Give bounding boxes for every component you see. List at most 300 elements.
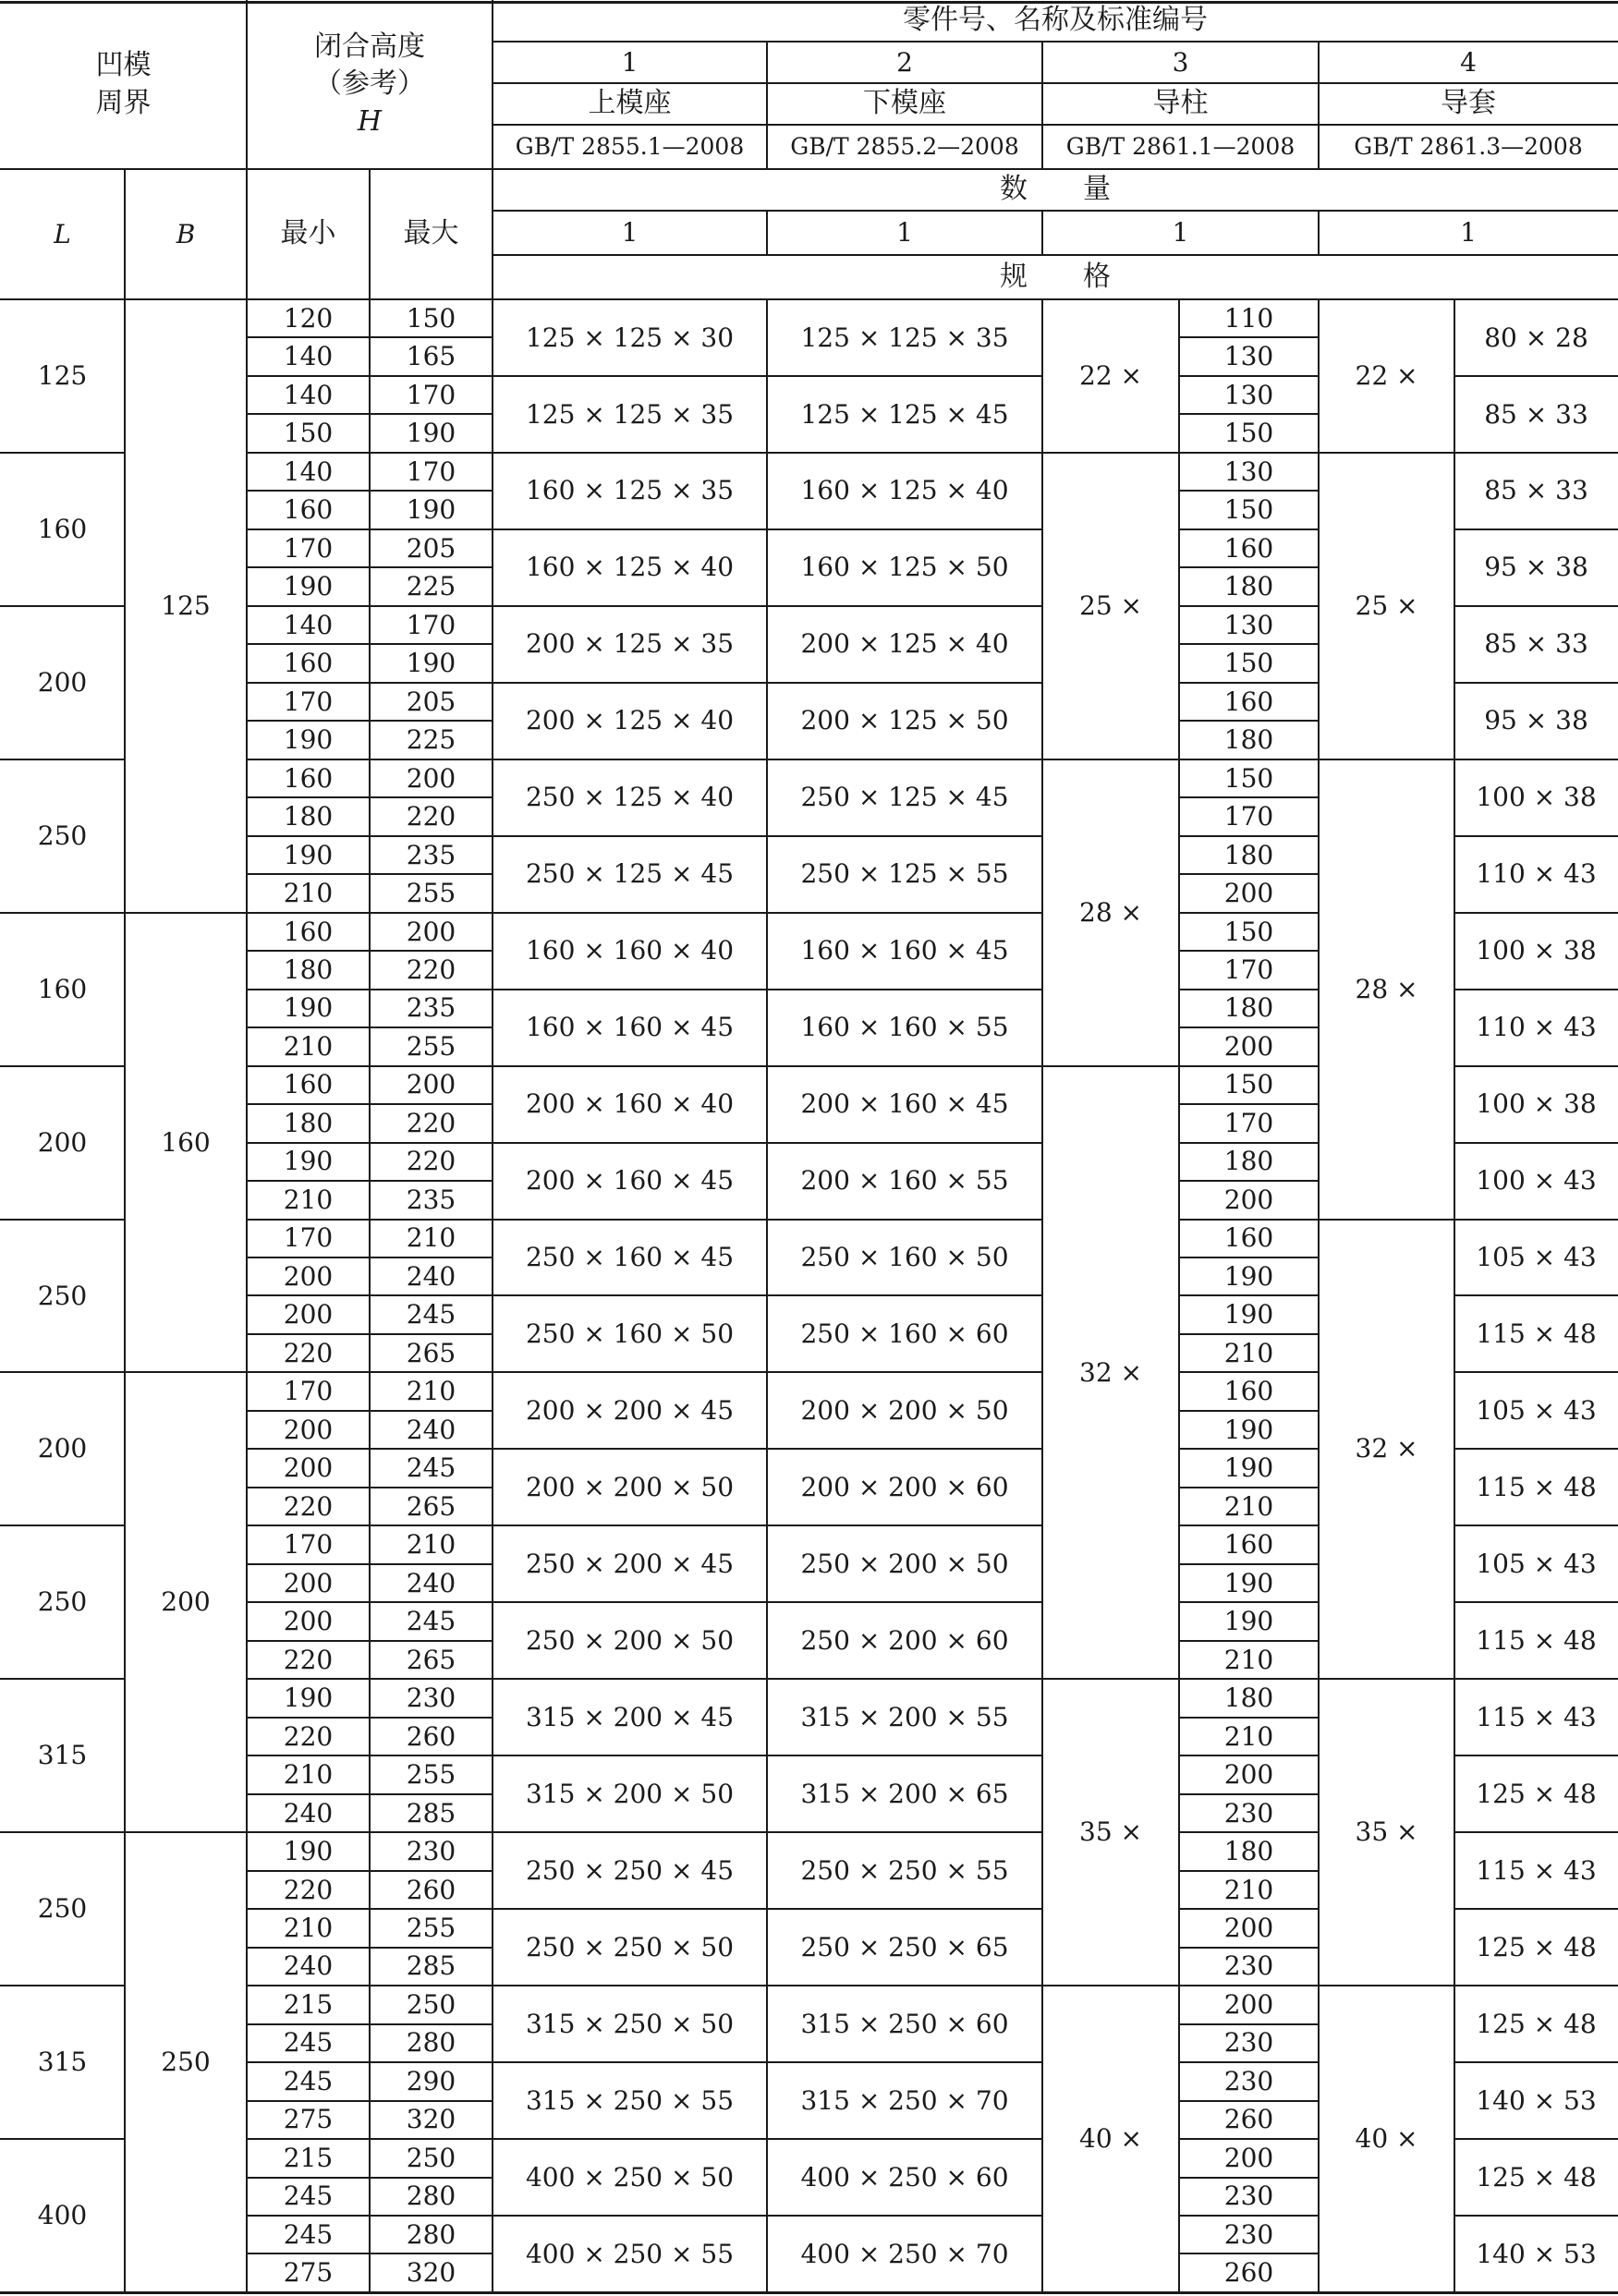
table-rule-horizontal [1179, 1525, 1319, 1526]
table-rule-horizontal [493, 989, 767, 990]
table-rule-horizontal [1179, 1487, 1319, 1488]
part-name-4: 导套 [1441, 87, 1496, 120]
table-rule-horizontal [1454, 375, 1618, 377]
height-min: 140 [283, 341, 334, 372]
height-max: 255 [406, 1759, 456, 1791]
table-rule-horizontal [493, 1678, 767, 1680]
upper-base-spec: 200 × 125 × 35 [525, 628, 735, 660]
closed-height-header-line: H [357, 104, 383, 138]
table-rule-horizontal [1179, 2061, 1319, 2063]
table-rule-horizontal [0, 605, 125, 607]
part-standard-4: GB/T 2861.3—2008 [1354, 133, 1583, 161]
table-rule-horizontal [1179, 1755, 1319, 1756]
guide-bush-spec: 105 × 43 [1476, 1395, 1597, 1427]
table-rule-horizontal [493, 2061, 767, 2063]
height-max: 265 [406, 1337, 456, 1368]
lower-base-spec: 200 × 160 × 45 [800, 1088, 1009, 1120]
table-rule-horizontal [1319, 759, 1454, 760]
closed-height-header-line: （参考） [314, 67, 425, 101]
table-rule-horizontal [1179, 1257, 1319, 1258]
upper-base-spec: 250 × 160 × 50 [525, 1318, 735, 1350]
table-rule-horizontal [1179, 643, 1319, 645]
table-rule-horizontal [1179, 1831, 1319, 1833]
table-rule-vertical [1041, 211, 1043, 255]
height-max: 210 [406, 1376, 456, 1407]
height-min: 210 [283, 1759, 334, 1791]
table-rule-horizontal [0, 2138, 125, 2140]
guide-pillar-length: 210 [1223, 1720, 1274, 1752]
parts-title-header: 零件号、名称及标准编号 [903, 4, 1208, 37]
table-rule-horizontal [493, 682, 767, 684]
table-rule-horizontal [767, 1525, 1042, 1526]
height-max: 225 [406, 571, 456, 602]
table-rule-horizontal [0, 1831, 125, 1833]
table-rule-horizontal [1179, 528, 1319, 530]
upper-base-spec: 400 × 250 × 55 [525, 2238, 735, 2269]
table-rule-horizontal [1179, 1333, 1319, 1335]
table-rule-horizontal [1042, 1985, 1179, 1986]
table-rule-horizontal [1454, 1755, 1618, 1756]
height-max: 150 [406, 302, 456, 334]
L-value: 250 [37, 1280, 88, 1311]
table-rule-horizontal [1319, 1985, 1454, 1986]
lower-base-spec: 200 × 200 × 60 [800, 1471, 1009, 1502]
table-rule-vertical [1041, 42, 1043, 169]
table-rule-horizontal [493, 528, 767, 530]
height-max: 200 [406, 1069, 456, 1100]
table-rule-horizontal [493, 835, 767, 837]
table-rule-horizontal [1179, 796, 1319, 798]
guide-pillar-length: 180 [1223, 839, 1274, 870]
table-rule-horizontal [1179, 873, 1319, 875]
height-min: 200 [283, 1567, 334, 1598]
height-max: 200 [406, 916, 456, 947]
height-max: 240 [406, 1260, 456, 1292]
table-rule-horizontal [1319, 452, 1454, 454]
table-rule-horizontal [1179, 950, 1319, 952]
guide-bush-spec: 100 × 38 [1476, 782, 1597, 813]
table-rule-horizontal [1319, 1219, 1454, 1221]
L-value: 200 [37, 666, 88, 698]
upper-base-spec: 160 × 160 × 40 [525, 935, 735, 966]
guide-bush-spec: 125 × 48 [1476, 2161, 1597, 2193]
guide-pillar-diameter: 35 × [1079, 1816, 1142, 1848]
lower-base-spec: 315 × 200 × 65 [800, 1778, 1009, 1809]
table-rule-horizontal [1179, 1371, 1319, 1373]
height-max: 255 [406, 878, 456, 909]
guide-pillar-length: 150 [1223, 916, 1274, 947]
table-rule-vertical [1041, 299, 1043, 2292]
height-min: 180 [283, 954, 334, 985]
lower-base-spec: 250 × 200 × 50 [800, 1548, 1009, 1579]
col-min-header: 最小 [280, 217, 336, 250]
guide-pillar-length: 200 [1223, 1759, 1274, 1791]
upper-base-spec: 315 × 250 × 55 [525, 2084, 735, 2116]
lower-base-spec: 250 × 250 × 65 [800, 1931, 1009, 1962]
height-min: 190 [283, 571, 334, 602]
table-rule-horizontal [1179, 2023, 1319, 2025]
height-min: 160 [283, 648, 334, 679]
height-max: 260 [406, 1720, 456, 1752]
guide-pillar-length: 200 [1223, 1184, 1274, 1215]
height-min: 170 [283, 1529, 334, 1561]
table-rule-horizontal [767, 1448, 1042, 1450]
table-rule-horizontal [1179, 1717, 1319, 1719]
table-rule-horizontal [1179, 1448, 1319, 1450]
upper-base-spec: 200 × 160 × 45 [525, 1165, 735, 1197]
table-rule-horizontal [0, 2291, 1618, 2294]
height-max: 285 [406, 1950, 456, 1982]
table-rule-horizontal [1454, 1142, 1618, 1144]
height-min: 120 [283, 302, 334, 334]
quantity-4: 1 [1460, 217, 1477, 249]
guide-bush-spec: 115 × 48 [1476, 1624, 1597, 1656]
guide-bush-spec: 110 × 43 [1476, 1012, 1597, 1043]
height-max: 240 [406, 1414, 456, 1445]
table-rule-vertical [492, 0, 493, 2292]
height-max: 285 [406, 1797, 456, 1828]
height-min: 210 [283, 878, 334, 909]
table-rule-horizontal [1179, 566, 1319, 568]
height-min: 200 [283, 1606, 334, 1637]
table-rule-horizontal [767, 2138, 1042, 2140]
table-rule-vertical [246, 0, 248, 2292]
height-max: 220 [406, 1107, 456, 1138]
L-value: 200 [37, 1433, 88, 1464]
table-rule-horizontal [1179, 912, 1319, 914]
table-rule-horizontal [1179, 835, 1319, 837]
upper-base-spec: 200 × 200 × 50 [525, 1471, 735, 1502]
height-max: 265 [406, 1644, 456, 1675]
guide-pillar-length: 190 [1223, 1299, 1274, 1330]
guide-bush-spec: 105 × 43 [1476, 1242, 1597, 1273]
height-max: 255 [406, 1030, 456, 1062]
height-min: 190 [283, 1146, 334, 1177]
guide-pillar-length: 210 [1223, 1490, 1274, 1522]
quantity-3: 1 [1172, 217, 1189, 249]
table-rule-horizontal [1454, 912, 1618, 914]
table-rule-horizontal [493, 912, 767, 914]
guide-bush-spec: 85 × 33 [1484, 475, 1588, 506]
table-rule-horizontal [493, 1219, 767, 1221]
L-value: 125 [37, 360, 88, 392]
guide-pillar-length: 160 [1223, 1376, 1274, 1407]
table-rule-horizontal [1179, 1908, 1319, 1910]
height-min: 240 [283, 1797, 334, 1828]
height-min: 170 [283, 532, 334, 564]
guide-bush-diameter: 32 × [1355, 1433, 1418, 1464]
height-min: 245 [283, 2027, 334, 2059]
guide-pillar-diameter: 40 × [1079, 2123, 1142, 2155]
table-rule-horizontal [767, 835, 1042, 837]
table-rule-horizontal [1179, 1678, 1319, 1680]
height-min: 210 [283, 1030, 334, 1062]
lower-base-spec: 315 × 250 × 70 [800, 2084, 1009, 2116]
guide-pillar-diameter: 28 × [1079, 896, 1142, 928]
height-max: 250 [406, 1988, 456, 2020]
table-rule-horizontal [1179, 413, 1319, 415]
table-rule-vertical [1318, 299, 1320, 2292]
quantity-label: 数 量 [1000, 173, 1111, 206]
table-rule-horizontal [0, 452, 125, 454]
height-max: 245 [406, 1299, 456, 1330]
upper-base-spec: 160 × 160 × 45 [525, 1012, 735, 1043]
upper-base-spec: 160 × 125 × 35 [525, 475, 735, 506]
table-rule-horizontal [1179, 2177, 1319, 2179]
B-value: 250 [161, 2047, 211, 2078]
height-min: 140 [283, 379, 334, 410]
table-rule-horizontal [0, 1219, 125, 1221]
part-name-3: 导柱 [1152, 87, 1209, 120]
height-min: 180 [283, 801, 334, 832]
height-max: 220 [406, 954, 456, 985]
table-rule-horizontal [1179, 1985, 1319, 1986]
table-rule-vertical [766, 42, 768, 169]
height-max: 225 [406, 724, 456, 756]
table-rule-horizontal [1454, 605, 1618, 607]
L-value: 200 [37, 1126, 88, 1158]
guide-pillar-length: 210 [1223, 1644, 1274, 1675]
upper-base-spec: 250 × 200 × 45 [525, 1548, 735, 1579]
guide-pillar-length: 230 [1223, 2218, 1274, 2250]
upper-base-spec: 250 × 250 × 50 [525, 1931, 735, 1962]
table-rule-horizontal [1179, 989, 1319, 990]
height-max: 235 [406, 1184, 456, 1215]
upper-base-spec: 250 × 125 × 40 [525, 782, 735, 813]
height-max: 245 [406, 1452, 456, 1484]
guide-bush-spec: 110 × 43 [1476, 858, 1597, 890]
guide-pillar-length: 190 [1223, 1414, 1274, 1445]
table-rule-horizontal [1454, 528, 1618, 530]
upper-base-spec: 200 × 125 × 40 [525, 705, 735, 736]
guide-pillar-length: 130 [1223, 456, 1274, 487]
table-rule-horizontal [767, 375, 1042, 377]
guide-bush-spec: 115 × 43 [1476, 1854, 1597, 1886]
upper-base-spec: 250 × 250 × 45 [525, 1854, 735, 1886]
table-rule-horizontal [1179, 1870, 1319, 1872]
height-min: 190 [283, 992, 334, 1024]
table-rule-horizontal [1319, 1678, 1454, 1680]
table-rule-horizontal [493, 1065, 767, 1067]
L-value: 160 [37, 973, 88, 1004]
lower-base-spec: 200 × 125 × 40 [800, 628, 1009, 660]
table-rule-horizontal [125, 1371, 247, 1373]
table-rule-horizontal [1179, 1065, 1319, 1067]
table-rule-horizontal [1454, 682, 1618, 684]
height-max: 235 [406, 992, 456, 1024]
guide-pillar-length: 200 [1223, 1912, 1274, 1943]
table-rule-horizontal [1454, 2061, 1618, 2063]
table-rule-horizontal [1179, 1294, 1319, 1296]
closed-height-header [247, 0, 493, 169]
table-rule-horizontal [767, 682, 1042, 684]
height-min: 180 [283, 1107, 334, 1138]
L-value: 400 [37, 2200, 88, 2231]
L-value: 250 [37, 820, 88, 851]
lower-base-spec: 125 × 125 × 45 [800, 398, 1009, 430]
table-rule-horizontal [1179, 1563, 1319, 1565]
B-value: 125 [161, 589, 211, 621]
height-max: 260 [406, 1874, 456, 1905]
guide-bush-spec: 125 × 48 [1476, 1931, 1597, 1962]
table-rule-horizontal [767, 1065, 1042, 1067]
height-min: 160 [283, 1069, 334, 1100]
guide-pillar-length: 180 [1223, 724, 1274, 756]
height-min: 140 [283, 609, 334, 640]
guide-pillar-length: 180 [1223, 571, 1274, 602]
height-min: 200 [283, 1299, 334, 1330]
table-rule-horizontal [0, 759, 125, 760]
table-rule-horizontal [0, 298, 1618, 300]
height-min: 190 [283, 1836, 334, 1867]
guide-pillar-length: 190 [1223, 1452, 1274, 1484]
table-rule-horizontal [493, 1601, 767, 1603]
table-rule-horizontal [1179, 490, 1319, 492]
L-value: 315 [37, 2047, 88, 2078]
table-rule-horizontal [1179, 1601, 1319, 1603]
table-rule-horizontal [767, 989, 1042, 990]
L-value: 250 [37, 1893, 88, 1925]
guide-pillar-length: 170 [1223, 801, 1274, 832]
table-rule-horizontal [767, 2215, 1042, 2217]
table-rule-horizontal [1454, 1908, 1618, 1910]
table-rule-vertical [766, 211, 768, 255]
guide-bush-spec: 100 × 38 [1476, 1088, 1597, 1120]
upper-base-spec: 315 × 200 × 50 [525, 1778, 735, 1809]
table-rule-horizontal [1042, 1065, 1179, 1067]
height-max: 240 [406, 1567, 456, 1598]
guide-bush-spec: 95 × 38 [1484, 552, 1588, 583]
height-max: 280 [406, 2218, 456, 2250]
table-rule-horizontal [1454, 835, 1618, 837]
table-rule-horizontal [1179, 2138, 1319, 2140]
table-rule-horizontal [1179, 2253, 1319, 2254]
guide-pillar-length: 230 [1223, 2027, 1274, 2059]
guide-pillar-length: 200 [1223, 2142, 1274, 2173]
height-max: 200 [406, 762, 456, 794]
part-number-1: 1 [621, 46, 639, 78]
guide-pillar-length: 150 [1223, 494, 1274, 526]
table-rule-horizontal [1179, 605, 1319, 607]
upper-base-spec: 250 × 125 × 45 [525, 858, 735, 890]
guide-pillar-length: 160 [1223, 686, 1274, 717]
table-rule-vertical [766, 299, 768, 2292]
table-rule-horizontal [767, 1601, 1042, 1603]
guide-pillar-length: 160 [1223, 1222, 1274, 1254]
height-max: 245 [406, 1606, 456, 1637]
B-value: 160 [161, 1126, 211, 1158]
lower-base-spec: 315 × 200 × 55 [800, 1701, 1009, 1732]
guide-pillar-length: 180 [1223, 992, 1274, 1024]
table-rule-horizontal [1179, 1180, 1319, 1182]
table-rule-horizontal [0, 1371, 125, 1373]
table-rule-vertical [1318, 42, 1320, 169]
table-rule-horizontal [493, 254, 1618, 256]
table-rule-horizontal [493, 1448, 767, 1450]
height-max: 280 [406, 2181, 456, 2212]
height-min: 215 [283, 2142, 334, 2173]
guide-bush-spec: 140 × 53 [1476, 2238, 1597, 2269]
height-min: 160 [283, 762, 334, 794]
table-rule-horizontal [1454, 989, 1618, 990]
guide-bush-diameter: 28 × [1355, 973, 1418, 1004]
lower-base-spec: 200 × 160 × 55 [800, 1165, 1009, 1197]
height-max: 320 [406, 2257, 456, 2289]
die-perimeter-header [0, 0, 247, 169]
guide-bush-spec: 125 × 48 [1476, 1778, 1597, 1809]
table-rule-horizontal [767, 528, 1042, 530]
closed-height-header-line: 闭合高度 [314, 30, 425, 63]
table-rule-horizontal [767, 1831, 1042, 1833]
lower-base-spec: 250 × 160 × 50 [800, 1242, 1009, 1273]
table-rule-horizontal [1454, 2215, 1618, 2217]
guide-pillar-length: 170 [1223, 1107, 1274, 1138]
height-min: 245 [283, 2181, 334, 2212]
table-rule-horizontal [767, 1678, 1042, 1680]
L-value: 160 [37, 513, 88, 544]
height-max: 230 [406, 1836, 456, 1867]
table-rule-horizontal [493, 2215, 767, 2217]
upper-base-spec: 200 × 200 × 45 [525, 1395, 735, 1427]
guide-bush-spec: 140 × 53 [1476, 2084, 1597, 2116]
guide-pillar-length: 110 [1223, 302, 1274, 334]
height-max: 280 [406, 2027, 456, 2059]
height-min: 150 [283, 418, 334, 449]
height-max: 255 [406, 1912, 456, 1943]
guide-bush-spec: 100 × 43 [1476, 1165, 1597, 1197]
table-rule-horizontal [767, 1908, 1042, 1910]
table-rule-horizontal [1179, 2215, 1319, 2217]
table-rule-horizontal [1179, 759, 1319, 760]
table-rule-horizontal [767, 759, 1042, 760]
guide-pillar-length: 160 [1223, 532, 1274, 564]
guide-bush-spec: 115 × 48 [1476, 1318, 1597, 1350]
height-min: 160 [283, 494, 334, 526]
upper-base-spec: 125 × 125 × 30 [525, 322, 735, 353]
guide-bush-diameter: 40 × [1355, 2123, 1418, 2155]
part-number-4: 4 [1460, 46, 1477, 78]
table-rule-horizontal [1179, 1793, 1319, 1795]
table-rule-vertical [1178, 299, 1180, 2292]
col-B-header: B [176, 218, 196, 249]
table-rule-horizontal [493, 124, 1618, 126]
table-rule-horizontal [0, 1065, 125, 1067]
table-rule-horizontal [767, 1219, 1042, 1221]
guide-pillar-length: 160 [1223, 1529, 1274, 1561]
guide-pillar-length: 190 [1223, 1260, 1274, 1292]
table-rule-horizontal [1179, 1142, 1319, 1144]
table-rule-horizontal [493, 375, 767, 377]
table-rule-horizontal [493, 1525, 767, 1526]
upper-base-spec: 250 × 200 × 50 [525, 1624, 735, 1656]
height-min: 220 [283, 1337, 334, 1368]
height-max: 235 [406, 839, 456, 870]
quantity-2: 1 [896, 217, 913, 249]
height-min: 220 [283, 1874, 334, 1905]
table-rule-horizontal [1179, 682, 1319, 684]
table-rule-horizontal [493, 1142, 767, 1144]
guide-bush-spec: 115 × 43 [1476, 1701, 1597, 1732]
height-min: 275 [283, 2257, 334, 2289]
guide-bush-spec: 85 × 33 [1484, 398, 1588, 430]
table-rule-horizontal [1179, 2100, 1319, 2102]
L-value: 250 [37, 1586, 88, 1618]
height-min: 220 [283, 1720, 334, 1752]
table-rule-horizontal [1179, 452, 1319, 454]
table-rule-horizontal [1454, 1601, 1618, 1603]
guide-pillar-length: 150 [1223, 762, 1274, 794]
table-rule-horizontal [767, 2061, 1042, 2063]
